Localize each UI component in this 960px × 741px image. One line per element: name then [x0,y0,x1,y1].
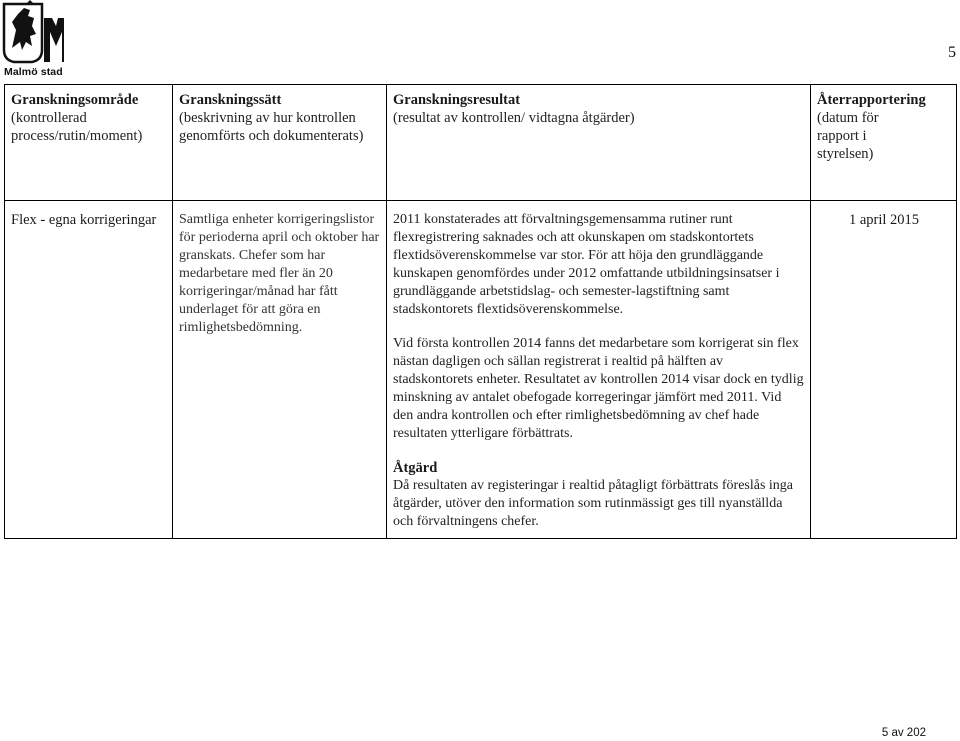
column-subtitle: (kontrollerad process/rutin/moment) [11,110,143,144]
cell-result [387,201,811,539]
column-subtitle: (resultat av kontrollen/ vidtagna åtgärder) [393,110,635,126]
result-paragraph-2: Vid första kontrollen 2014 fanns det medarbetare som korrigerat sin flex nästan dagligen och sällan registrerat i realtid på hälften av stadskontorets enheter. Resultatet av kontrollen 2014 visar dock en tydlig minskning av antalet obefogade korregeringar jämfört med 2011. Vid den andra kontrollen och efter rimlighetsbedömning av chef hade resultaten ytterligare förbättrats. [393,336,804,441]
cell-method [173,201,387,539]
audit-table [4,84,957,539]
column-title: Granskningssätt [179,92,282,108]
column-header-method [173,85,387,201]
table-row [5,201,957,539]
column-subtitle: (beskrivning av hur kontrollen genomförts och dokumenterats) [179,110,364,144]
column-title: Återrapportering [817,92,926,108]
cell-report-date [811,201,957,539]
logo-text: Malmö stad [4,66,63,78]
method-text: Samtliga enheter korrigeringslistor för perioderna april och oktober har granskats. Chefer som har medarbetare med fler än 20 korrigeringar/månad har fått underlaget för att göra en rimlighetsbedömning. [179,212,380,335]
malmo-stad-logo [2,0,64,84]
result-paragraph-1: 2011 konstaterades att förvaltningsgemensamma rutiner runt flexregistrering saknades och att okunskapen om stadskontortets flextidsöverenskommelse var stor. För att höja den grundläggande kunskapen genomfördes under 2012 omfattande utbildningsinsatser i grundläggande arbetstidslag- och semester-lagstiftning samt stadskontorets flextidsöverenskommelse. [393,212,780,317]
column-header-report [811,85,957,201]
header-row [5,85,957,201]
column-subtitle: (datum för rapport i styrelsen) [817,110,879,162]
report-date: 1 april 2015 [848,212,920,228]
column-header-area [5,85,173,201]
column-title: Granskningsområde [11,92,139,108]
page-number: 5 [948,44,956,61]
area-text: Flex - egna korrigeringar [11,212,157,228]
footer-page-label: 5 av 202 [881,727,926,739]
column-title: Granskningsresultat [393,92,521,108]
action-text: Då resultaten av registeringar i realtid påtagligt förbättrats föreslås inga åtgärder, utöver den information som rutinmässigt ges till nyanställda och förvaltningens chefer. [393,478,794,529]
city-crest-icon [2,0,64,66]
column-header-result [387,85,811,201]
action-heading: Åtgärd [393,460,438,476]
cell-area [5,201,173,539]
